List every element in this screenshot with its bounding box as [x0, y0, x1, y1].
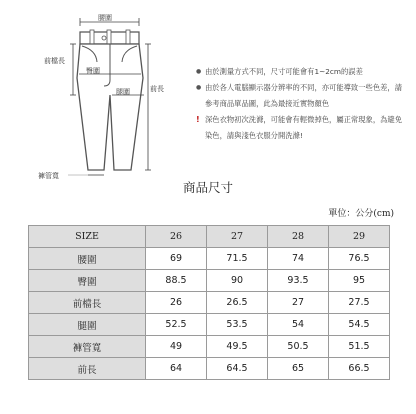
- table-cell: 64: [146, 358, 207, 380]
- table-cell: 53.5: [207, 314, 268, 336]
- length-label: 前長: [150, 85, 164, 93]
- table-cell: 65: [268, 358, 329, 380]
- note-item: [196, 64, 408, 80]
- table-row: [29, 292, 390, 314]
- warning-icon: !: [196, 115, 200, 124]
- front-rise-label: 前檔長: [44, 57, 65, 65]
- table-cell: 49.5: [207, 336, 268, 358]
- hip-label: 臀圍: [86, 67, 100, 75]
- table-cell: 69: [146, 248, 207, 270]
- table-row: [29, 270, 390, 292]
- column-header: 29: [329, 226, 390, 248]
- table-cell: 64.5: [207, 358, 268, 380]
- table-cell: 71.5: [207, 248, 268, 270]
- size-table: [28, 225, 390, 380]
- bullet-icon: ●: [196, 68, 202, 75]
- page-title: 商品尺寸: [182, 180, 233, 195]
- table-header-row: [29, 226, 390, 248]
- row-label: 前檔長: [29, 292, 146, 314]
- table-cell: 51.5: [329, 336, 390, 358]
- table-row: [29, 336, 390, 358]
- table-cell: 54: [268, 314, 329, 336]
- notes-list: [196, 64, 408, 144]
- table-cell: 26: [146, 292, 207, 314]
- note-text: 由於測量方式不同，尺寸可能會有1~2cm的誤差: [205, 67, 363, 76]
- note-item: [196, 80, 408, 112]
- table-cell: 95: [329, 270, 390, 292]
- table-row: [29, 314, 390, 336]
- table-cell: 50.5: [268, 336, 329, 358]
- unit-label: 單位：公分(cm): [328, 209, 394, 219]
- table-cell: 52.5: [146, 314, 207, 336]
- column-header: 27: [207, 226, 268, 248]
- thigh-label: 腿圍: [116, 88, 130, 96]
- row-label: 褲管寬: [29, 336, 146, 358]
- table-cell: 27.5: [329, 292, 390, 314]
- row-label: 臀圍: [29, 270, 146, 292]
- table-cell: 76.5: [329, 248, 390, 270]
- table-cell: 27: [268, 292, 329, 314]
- table-cell: 49: [146, 336, 207, 358]
- table-cell: 26.5: [207, 292, 268, 314]
- note-text: 由於各人電腦顯示器分辨率的不同，亦可能導致一些色差，請參考商品單品圖，此為最接近實物顏色: [205, 83, 403, 108]
- waist-label: 腰圍: [98, 14, 112, 22]
- pants-measurement-diagram: [0, 0, 200, 180]
- table-cell: 74: [268, 248, 329, 270]
- table-cell: 66.5: [329, 358, 390, 380]
- note-text: 深色衣物初次洗滌，可能會有輕微掉色，屬正常現象，為避免染色，請與淺色衣服分開洗滌!: [205, 115, 403, 140]
- table-row: [29, 358, 390, 380]
- table-row: [29, 248, 390, 270]
- table-cell: 93.5: [268, 270, 329, 292]
- column-header: 28: [268, 226, 329, 248]
- pants-outline-figure: [0, 0, 200, 180]
- column-header: SIZE: [29, 226, 146, 248]
- bullet-icon: ●: [196, 84, 202, 91]
- row-label: 腿圍: [29, 314, 146, 336]
- column-header: 26: [146, 226, 207, 248]
- table-cell: 88.5: [146, 270, 207, 292]
- table-cell: 54.5: [329, 314, 390, 336]
- hem-label: 褲管寬: [38, 172, 59, 180]
- table-cell: 90: [207, 270, 268, 292]
- note-item: [196, 112, 408, 144]
- row-label: 前長: [29, 358, 146, 380]
- row-label: 腰圍: [29, 248, 146, 270]
